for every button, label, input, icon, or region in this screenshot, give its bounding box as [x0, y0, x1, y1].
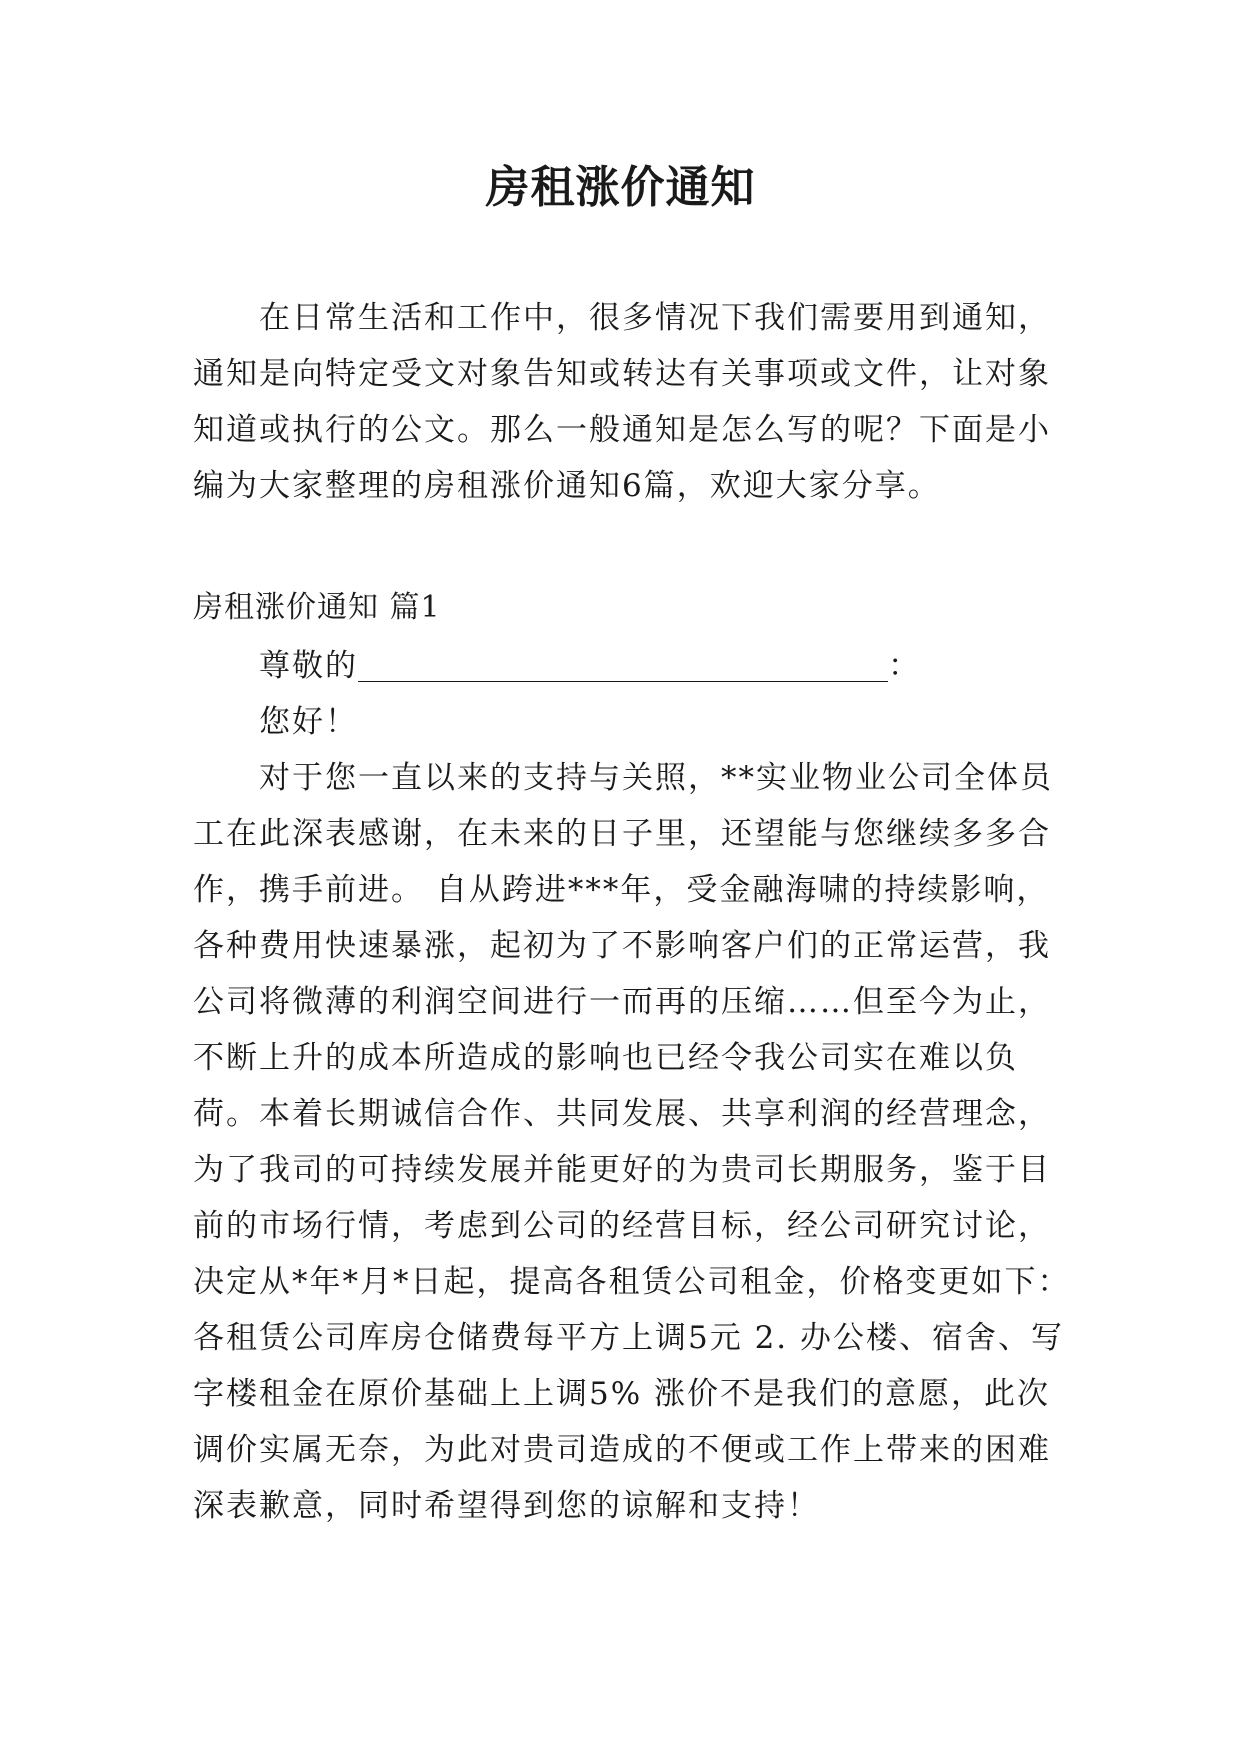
greeting-line: 您好！ — [259, 704, 358, 740]
salutation-line — [259, 638, 921, 694]
salutation-suffix: ： — [888, 648, 921, 684]
recipient-blank — [358, 645, 888, 682]
section-heading: 房租涨价通知 篇1 — [193, 590, 441, 625]
document-title: 房租涨价通知 — [485, 162, 756, 213]
intro-paragraph: 在日常生活和工作中，很多情况下我们需要用到通知，通知是向特定受文对象告知或转达有关事项或文件，让对象知道或执行的公文。那么一般通知是怎么写的呢？下面是小编为大家整理的房租涨价通知6篇，欢迎大家分享。 — [193, 300, 1051, 504]
body-paragraph: 对于您一直以来的支持与关照，**实业物业公司全体员工在此深表感谢，在未来的日子里，还望能与您继续多多合作，携手前进。 自从跨进***年，受金融海啸的持续影响，各种费用快速暴涨，起初为了不影响客户们的正常运营，我公司将微薄的利润空间进行一而再的压缩……但至今为止，不断上升的成本所造成的影响也已经令我公司实在难以负荷。本着长期诚信合作、共同发展、共享利润的经营理念，为了我司的可持续发展并能更好的为贵司长期服务，鉴于目前的市场行情，考虑到公司的经营目标，经公司研究讨论，决定从*年*月*日起，提高各租赁公司租金，价格变更如下：各租赁公司库房仓储费每平方上调5元 2. 办公楼、宿舍、写字楼租金在原价基础上上调5% 涨价不是我们的意愿，此次调价实属无奈，为此对贵司造成的不便或工作上带来的困难深表歉意，同时希望得到您的谅解和支持！ — [193, 760, 1071, 1524]
salutation-prefix: 尊敬的 — [259, 648, 358, 684]
